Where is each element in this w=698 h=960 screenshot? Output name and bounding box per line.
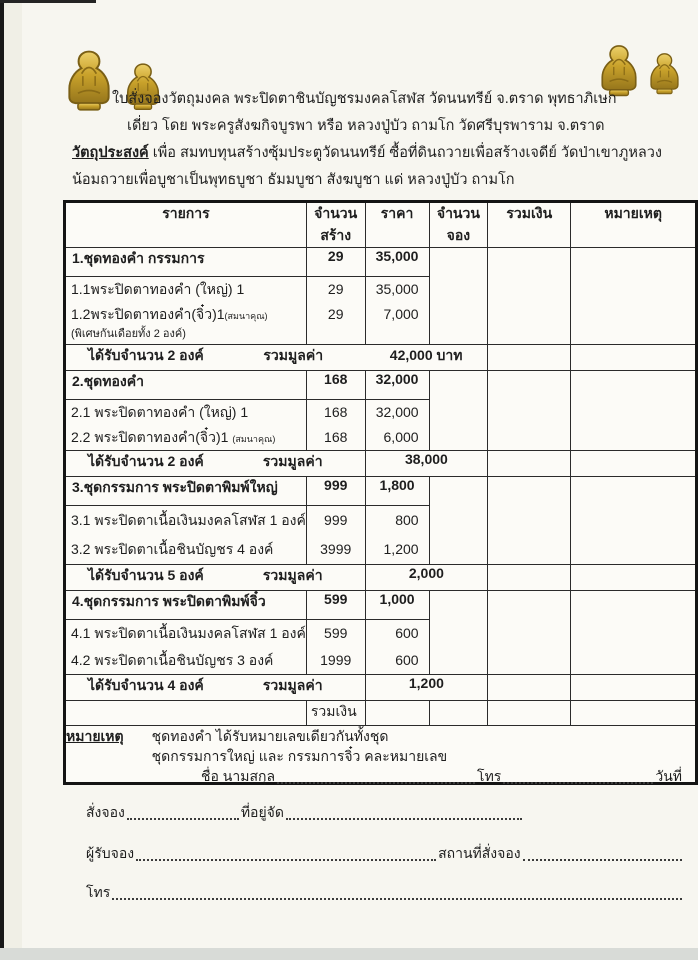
item-names-cell	[65, 400, 307, 451]
col-header-qty-made: จำนวนสร้าง	[306, 202, 365, 248]
empty-cell	[365, 701, 429, 726]
item-qty: 29	[327, 281, 344, 297]
subtotal-value: 1,200	[408, 675, 444, 691]
item-qty: 999	[324, 512, 348, 528]
qty-reserved-cell	[429, 371, 488, 451]
place-label: สถานที่สั่งจอง	[438, 845, 521, 861]
subtotal-value: 38,000	[404, 451, 448, 467]
subtotal-word: รวมมูลค่า	[262, 453, 323, 469]
section-title-row	[65, 591, 697, 620]
remarks-cell	[571, 591, 697, 675]
qty-reserved-cell	[429, 591, 488, 675]
empty-cell	[488, 701, 571, 726]
section-price: 35,000	[365, 248, 429, 277]
order-contact-form	[85, 766, 683, 904]
phone2-blank-field	[112, 896, 682, 900]
item-qty: 599	[324, 625, 348, 641]
section-title-row	[65, 477, 697, 506]
section-qty: 168	[306, 371, 365, 400]
phone-label: โทร	[477, 768, 502, 784]
remarks-cell	[571, 477, 697, 565]
remarks-cell	[571, 371, 697, 451]
grand-total-row	[65, 701, 697, 726]
total-amount-cell	[488, 591, 571, 675]
subtotal-label-cell	[65, 451, 366, 477]
scan-edge-bottom	[0, 948, 698, 960]
subtotal-label-cell	[65, 345, 366, 371]
item-name-small-note: (สมนาคุณ)	[224, 311, 268, 321]
empty-cell	[429, 701, 488, 726]
subtotal-word: รวมมูลค่า	[262, 677, 323, 693]
remarks-cell	[571, 565, 697, 591]
subtotal-value-cell	[365, 345, 488, 371]
buddha-amulet-icon	[62, 48, 116, 114]
col-header-total-amount: รวมเงิน	[488, 202, 571, 248]
qty-reserved-cell	[429, 477, 488, 565]
item-qty-cell	[306, 400, 365, 451]
section-qty: 599	[306, 591, 365, 620]
subtotal-value-cell	[365, 451, 488, 477]
grand-total-label: รวมเงิน	[306, 701, 365, 726]
empty-cell	[65, 701, 307, 726]
name-label: ชื่อ นามสกุล	[201, 768, 276, 784]
item-qty: 168	[324, 404, 348, 420]
total-amount-cell	[488, 345, 571, 371]
table-header-row	[65, 202, 697, 248]
section-qty: 999	[306, 477, 365, 506]
phone2-label: โทร	[86, 884, 111, 900]
total-amount-cell	[488, 371, 571, 451]
dedication-line: น้อมถวายเพื่อบูชาเป็นพุทธบูชา ธัมมบูชา สังฆบูชา แด่ หลวงปู่บัว ถามโก	[72, 172, 515, 188]
form-row-phone	[85, 882, 683, 904]
receiver-label: ผู้รับจอง	[86, 845, 135, 861]
address-blank-field	[286, 816, 522, 820]
remark-line2: ชุดกรรมการใหญ่ และ กรรมการจิ๋ว คละหมายเลข	[151, 748, 448, 764]
subtotal-label: ได้รับจำนวน 5 องค์	[88, 567, 204, 583]
section-title-row	[65, 371, 697, 400]
col-header-remarks: หมายเหตุ	[571, 202, 697, 248]
subtotal-value-cell	[365, 675, 488, 701]
scan-edge-top	[0, 0, 96, 3]
subtotal-word: รวมมูลค่า	[263, 347, 324, 363]
buddha-amulet-icon	[646, 50, 683, 98]
total-amount-cell	[488, 477, 571, 565]
name-blank-field	[277, 780, 475, 784]
section-price: 1,800	[365, 477, 429, 506]
remarks-cell	[571, 345, 697, 371]
item-names-cell	[65, 620, 307, 675]
remark-label: หมายเหตุ	[66, 728, 124, 744]
item-price: 600	[395, 625, 419, 641]
empty-cell	[571, 701, 697, 726]
subtotal-label: ได้รับจำนวน 2 องค์	[88, 453, 204, 469]
total-amount-cell	[488, 675, 571, 701]
purpose-text: เพื่อ สมทบทุนสร้างซุ้มประตูวัดนนทรีย์ ซื้อที่ดินถวายเพื่อสร้างเจดีย์ วัดป่าเขาภูหลวง	[152, 145, 662, 161]
section-subtotal-row	[65, 675, 697, 701]
subtotal-label: ได้รับจำนวน 2 องค์	[88, 347, 204, 363]
subtotal-word: รวมมูลค่า	[262, 567, 323, 583]
form-row-order	[85, 802, 523, 824]
item-price-cell	[365, 506, 429, 565]
col-header-price: ราคา	[365, 202, 429, 248]
remarks-cell	[571, 248, 697, 345]
item-names-cell	[65, 277, 307, 345]
section-footnote: (พิเศษกันเดือยทั้ง 2 องค์)	[71, 328, 186, 340]
item-qty: 3999	[320, 541, 352, 557]
remarks-cell	[571, 675, 697, 701]
section-title: 3.ชุดกรรมการ พระปิดตาพิมพ์ใหญ่	[65, 477, 307, 506]
subtotal-label: ได้รับจำนวน 4 องค์	[88, 677, 204, 693]
section-title: 4.ชุดกรรมการ พระปิดตาพิมพ์จิ๋ว	[65, 591, 307, 620]
subtotal-value: 42,000	[389, 347, 433, 363]
total-amount-cell	[488, 248, 571, 345]
order-table	[63, 200, 698, 785]
subtotal-label-cell	[65, 565, 366, 591]
item-price: 800	[395, 512, 419, 528]
section-price: 32,000	[365, 371, 429, 400]
item-name: 3.1 พระปิดตาเนื้อเงินมงคลโสฬส 1 องค์	[71, 512, 306, 528]
item-name: 2.1 พระปิดตาทองคำ (ใหญ่) 1	[71, 404, 249, 420]
item-name: 1.2พระปิดตาทองคำ(จิ๋ว)1	[71, 306, 225, 322]
item-price: 32,000	[375, 404, 419, 420]
order-blank-field	[127, 816, 239, 820]
item-qty: 1999	[320, 652, 352, 668]
place-blank-field	[523, 857, 682, 861]
item-price: 7,000	[383, 306, 419, 322]
item-qty: 168	[324, 429, 348, 445]
item-names-cell	[65, 506, 307, 565]
item-qty: 29	[327, 306, 344, 322]
purpose-label: วัตถุประสงค์	[72, 145, 149, 161]
item-qty-cell	[306, 620, 365, 675]
item-name: 4.1 พระปิดตาเนื้อเงินมงคลโสฬส 1 องค์	[71, 625, 306, 641]
col-header-qty-reserved: จำนวนจอง	[429, 202, 488, 248]
subtotal-label-cell	[65, 675, 366, 701]
document-title-line2: เดี่ยว โดย พระครูสังฆกิจบูรพา หรือ หลวงปู่บัว ถามโก วัดศรีบุรพาราม จ.ตราด	[127, 118, 605, 134]
item-price: 1,200	[383, 541, 419, 557]
section-title-row	[65, 248, 697, 277]
form-row-name	[200, 766, 683, 788]
col-header-items: รายการ	[65, 202, 307, 248]
total-amount-cell	[488, 451, 571, 477]
section-subtotal-row	[65, 451, 697, 477]
address-label: ที่อยู่จัด	[240, 804, 284, 820]
section-title: 1.ชุดทองคำ กรรมการ	[65, 248, 307, 277]
scan-edge-margin	[4, 0, 22, 960]
order-label: สั่งจอง	[86, 804, 125, 820]
purpose-line	[72, 144, 662, 162]
document-title-line1: ใบสั่งจองวัตถุมงคล พระปิดตาชินบัญชรมงคลโสฬส วัดนนทรีย์ จ.ตราด พุทธาภิเษก	[112, 91, 617, 107]
section-title: 2.ชุดทองคำ	[65, 371, 307, 400]
qty-reserved-cell	[429, 248, 488, 345]
section-qty: 29	[306, 248, 365, 277]
remark-line1: ชุดทองคำ ได้รับหมายเลขเดียวกันทั้งชุด	[151, 728, 389, 744]
item-qty-cell	[306, 277, 365, 345]
subtotal-value: 2,000	[408, 565, 444, 581]
item-price: 600	[395, 652, 419, 668]
phone-blank-field	[503, 780, 653, 784]
item-price: 6,000	[383, 429, 419, 445]
subtotal-value-cell	[365, 565, 488, 591]
subtotal-unit: บาท	[436, 347, 463, 363]
receiver-blank-field	[136, 857, 436, 861]
item-price-cell	[365, 400, 429, 451]
section-subtotal-row	[65, 565, 697, 591]
item-name-small-note: (สมนาคุณ)	[232, 434, 276, 444]
item-name: 3.2 พระปิดตาเนื้อชินบัญชร 4 องค์	[71, 541, 274, 557]
total-amount-cell	[488, 565, 571, 591]
date-label: วันที่	[655, 768, 682, 784]
item-price: 35,000	[375, 281, 419, 297]
item-name: 2.2 พระปิดตาทองคำ(จิ๋ว)1	[71, 429, 229, 445]
item-qty-cell	[306, 506, 365, 565]
item-price-cell	[365, 277, 429, 345]
item-price-cell	[365, 620, 429, 675]
section-subtotal-row	[65, 345, 697, 371]
form-row-receiver	[85, 843, 683, 865]
item-name: 4.2 พระปิดตาเนื้อชินบัญชร 3 องค์	[71, 652, 274, 668]
remarks-cell	[571, 451, 697, 477]
item-name: 1.1พระปิดตาทองคำ (ใหญ่) 1	[71, 281, 245, 297]
section-price: 1,000	[365, 591, 429, 620]
